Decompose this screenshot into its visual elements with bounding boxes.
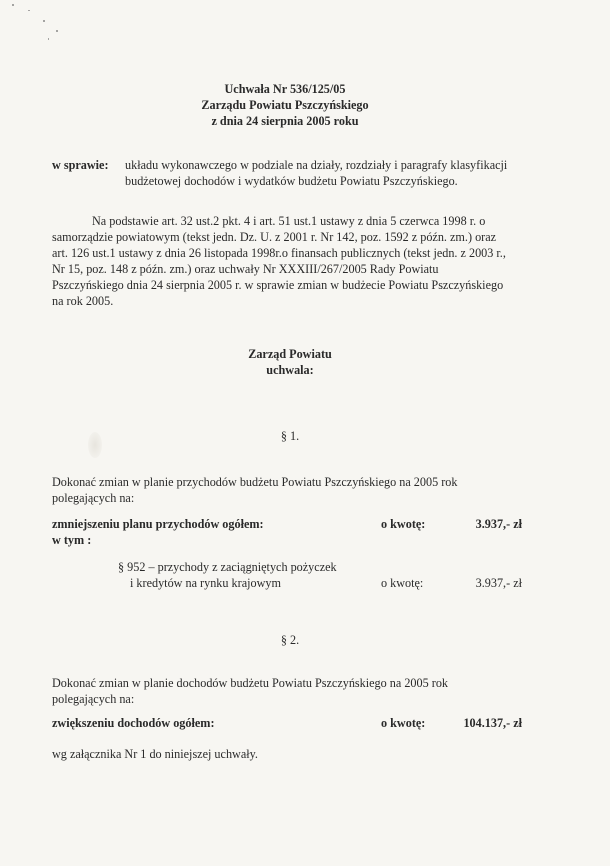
amount-prefix: o kwotę: xyxy=(381,716,426,730)
scan-speck xyxy=(12,4,14,6)
total-label: zmniejszeniu planu przychodów ogółem: xyxy=(52,517,264,531)
amount-prefix: o kwotę: xyxy=(381,517,426,531)
scan-speck xyxy=(56,30,58,32)
resolution-number: Uchwała Nr 536/125/05 xyxy=(224,82,346,96)
subject-label: w sprawie: xyxy=(52,158,109,172)
issuing-body: Zarządu Powiatu Pszczyńskiego xyxy=(201,98,369,112)
item-paragraph-line: i kredytów na rynku krajowym xyxy=(130,576,281,590)
legal-basis-line: Pszczyńskiego dnia 24 sierpnia 2005 r. w sprawie zmian w budżecie Powiatu Pszczyńskiego xyxy=(52,278,504,292)
section-2-total-row xyxy=(52,715,522,731)
in-which-label: w tym : xyxy=(52,533,92,547)
scan-speck xyxy=(48,38,49,40)
subject-text-line: budżetowej dochodów i wydatków budżetu Powiatu Pszczyńskiego. xyxy=(125,174,458,188)
section-2-intro: polegających na: xyxy=(52,692,135,706)
annex-reference: wg załącznika Nr 1 do niniejszej uchwały. xyxy=(52,747,258,761)
legal-basis-line: Na podstawie art. 32 ust.2 pkt. 4 i art. 51 ust.1 ustawy z dnia 5 czerwca 1998 r. o xyxy=(92,214,486,228)
resolves-heading: uchwala: xyxy=(266,363,314,377)
section-2-intro: Dokonać zmian w planie dochodów budżetu Powiatu Pszczyńskiego na 2005 rok xyxy=(52,676,449,690)
section-1-intro: polegających na: xyxy=(52,491,135,505)
legal-basis-line: Nr 15, poz. 148 z późn. zm.) oraz uchwały Nr XXXIII/267/2005 Rady Powiatu xyxy=(52,262,439,276)
resolves-heading: Zarząd Powiatu xyxy=(248,347,332,361)
scan-smudge xyxy=(88,432,102,458)
section-2-heading: § 2. xyxy=(280,633,300,647)
section-1-heading: § 1. xyxy=(280,429,300,443)
total-amount: 3.937,- zł xyxy=(475,517,522,531)
item-paragraph-line: § 952 – przychody z zaciągniętych pożyczek xyxy=(118,560,337,574)
scan-speck xyxy=(28,10,30,11)
legal-basis-line: na rok 2005. xyxy=(52,294,114,308)
section-1-intro: Dokonać zmian w planie przychodów budżetu Powiatu Pszczyńskiego na 2005 rok xyxy=(52,475,458,489)
subject-text-line: układu wykonawczego w podziale na działy, rozdziały i paragrafy klasyfikacji xyxy=(125,158,508,172)
total-amount: 104.137,- zł xyxy=(463,716,522,730)
section-1-total-row xyxy=(52,516,522,532)
resolution-date: z dnia 24 sierpnia 2005 roku xyxy=(211,114,359,128)
item-amount: 3.937,- zł xyxy=(475,576,522,590)
total-label: zwiększeniu dochodów ogółem: xyxy=(52,716,215,730)
legal-basis-line: samorządzie powiatowym (tekst jedn. Dz. U. z 2001 r. Nr 142, poz. 1592 z późn. zm.) oraz xyxy=(52,230,497,244)
amount-prefix: o kwotę: xyxy=(381,576,424,590)
legal-basis-line: art. 126 ust.1 ustawy z dnia 26 listopada 1998r.o finansach publicznych (tekst jedn. z 2003 r., xyxy=(52,246,506,260)
scan-speck xyxy=(43,20,45,22)
section-1-item-row xyxy=(52,575,522,591)
